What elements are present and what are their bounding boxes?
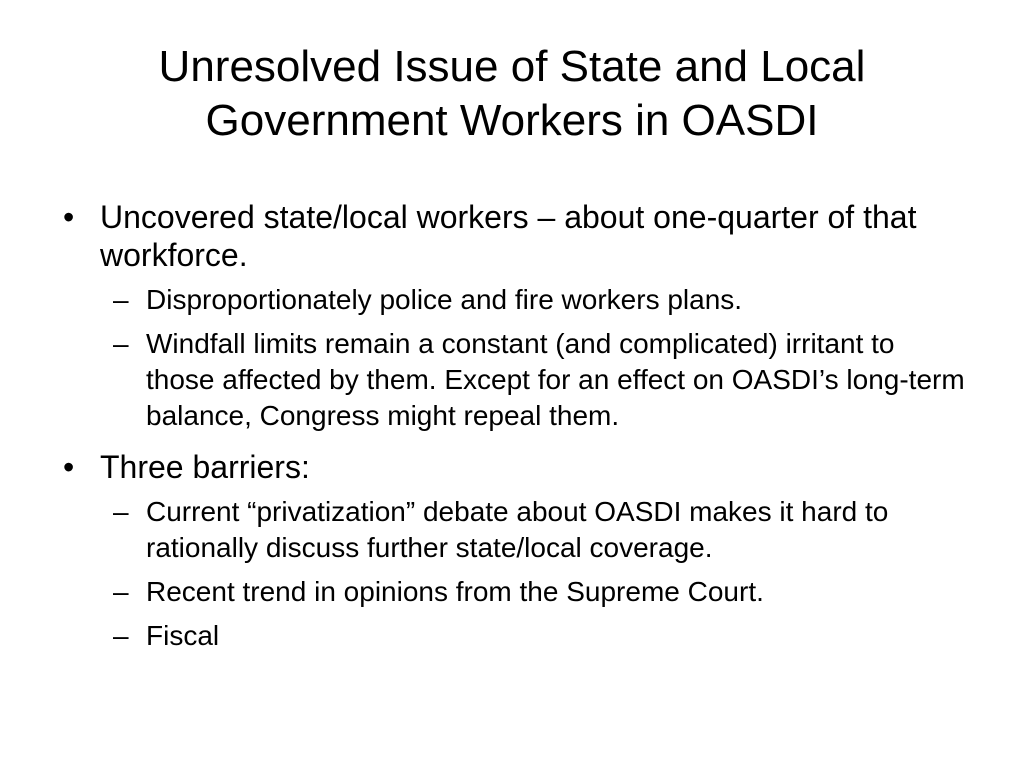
sub-bullet-item [100,326,970,434]
sub-bullet-text: Current “privatization” debate about OASDI makes it hard to rationally discuss further state/local coverage. [146,496,889,563]
slide-title-line-1: Unresolved Issue of State and Local [158,42,866,91]
bullet-item [60,448,970,654]
sub-bullet-item [100,282,970,318]
sub-bullet-text: Disproportionately police and fire workers plans. [146,284,743,315]
bullet-text: Uncovered state/local workers – about one-quarter of that workforce. [100,199,917,273]
sub-bullet-text: Windfall limits remain a constant (and complicated) irritant to those affected by them. Except for an effect on OASDI’s long-term balance, Congress might repeal them. [146,328,965,431]
sub-bullet-marker: – [113,328,129,359]
bullet-list [60,198,970,668]
bullet-marker: • [63,199,75,235]
sub-bullet-text: Recent trend in opinions from the Supreme Court. [146,576,764,607]
sub-bullet-list [100,494,970,654]
slide-title-line-2: Government Workers in OASDI [205,96,819,145]
sub-bullet-marker: – [113,496,129,527]
sub-bullet-marker: – [113,576,129,607]
bullet-text: Three barriers: [100,449,310,485]
sub-bullet-item [100,574,970,610]
sub-bullet-text: Fiscal [146,620,220,651]
bullet-item [60,198,970,434]
sub-bullet-list [100,282,970,434]
slide-title [60,40,964,148]
sub-bullet-item [100,618,970,654]
sub-bullet-marker: – [113,284,129,315]
sub-bullet-item [100,494,970,566]
bullet-marker: • [63,449,75,485]
sub-bullet-marker: – [113,620,129,651]
